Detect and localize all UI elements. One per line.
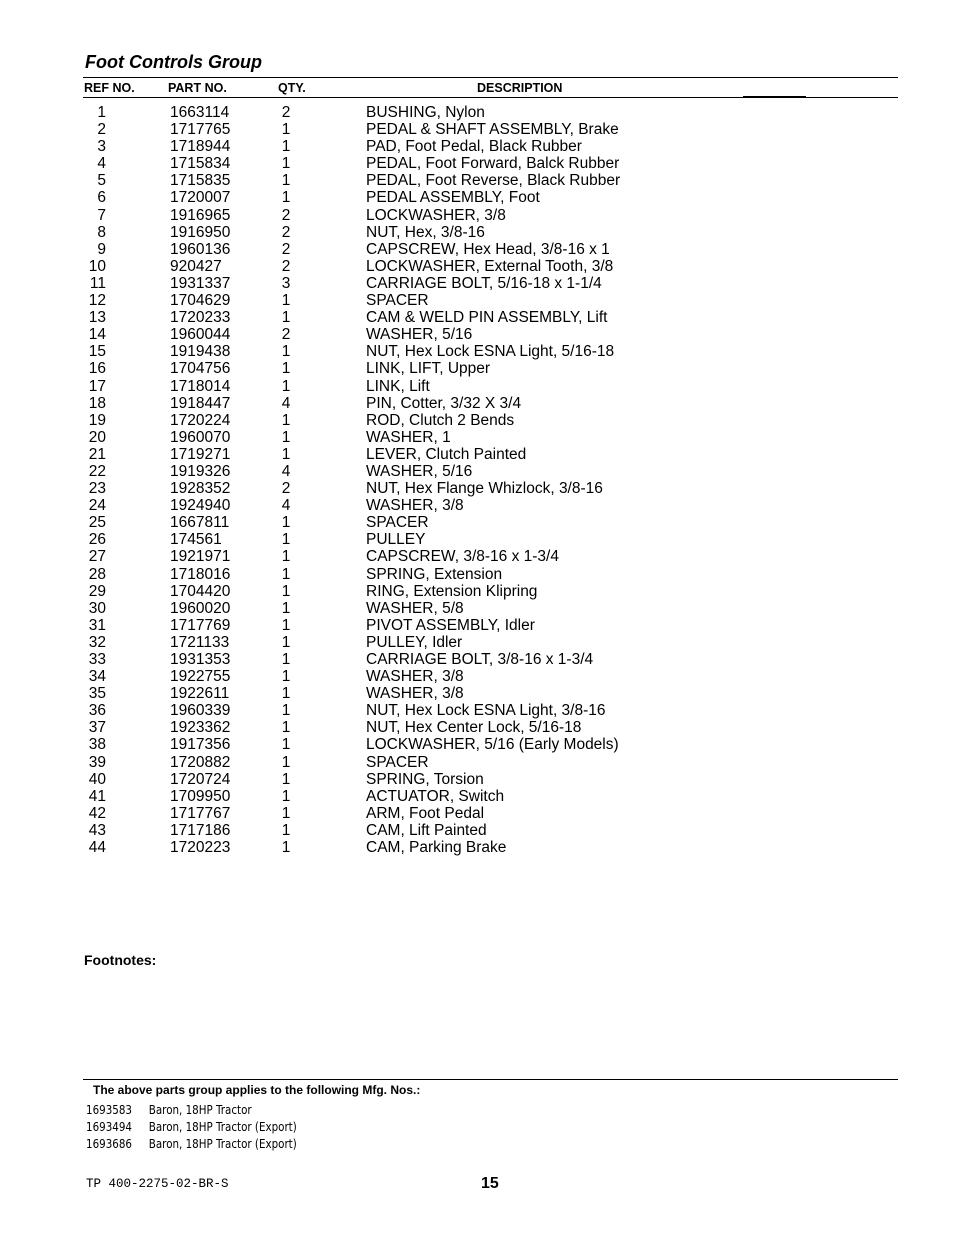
- qty-cell: 4: [281, 462, 291, 480]
- ref-no-cell: 11: [89, 274, 106, 292]
- qty-cell: 2: [281, 223, 291, 241]
- table-row: [0, 241, 954, 258]
- description-cell: WASHER, 3/8: [366, 497, 464, 515]
- description-cell: CAM, Lift Painted: [366, 821, 487, 839]
- part-no-cell: 1715835: [170, 172, 231, 190]
- qty-cell: 1: [281, 651, 291, 668]
- qty-cell: 1: [281, 702, 291, 720]
- ref-no-cell: 14: [88, 326, 106, 344]
- part-no-cell: 1718016: [170, 565, 231, 583]
- qty-cell: 1: [281, 616, 291, 634]
- qty-cell: 3: [281, 274, 291, 292]
- part-no-cell: 1720882: [170, 753, 231, 771]
- ref-no-cell: 43: [88, 821, 106, 839]
- table-row: [0, 224, 954, 241]
- qty-cell: 1: [281, 685, 291, 703]
- description-cell: NUT, Hex, 3/8-16: [366, 223, 485, 241]
- ref-no-cell: 41: [88, 787, 106, 805]
- description-cell: WASHER, 1: [366, 428, 451, 446]
- part-no-cell: 1709950: [170, 787, 231, 805]
- ref-no-cell: 22: [88, 462, 106, 480]
- qty-cell: 2: [281, 104, 291, 121]
- description-cell: PULLEY, Idler: [366, 633, 463, 651]
- ref-no-cell: 3: [97, 138, 106, 156]
- part-no-cell: 1717186: [170, 821, 231, 839]
- part-no-cell: 920427: [170, 257, 222, 275]
- part-no-cell: 1667811: [170, 514, 230, 532]
- ref-no-cell: 8: [97, 223, 106, 241]
- description-cell: WASHER, 3/8: [366, 685, 464, 703]
- table-row: [0, 378, 954, 395]
- part-no-cell: 1919438: [170, 343, 231, 361]
- description-cell: LOCKWASHER, 5/16 (Early Models): [366, 736, 619, 754]
- table-row: [0, 309, 954, 326]
- description-cell: PIN, Cotter, 3/32 X 3/4: [366, 394, 522, 412]
- table-row: [0, 360, 954, 377]
- ref-no-cell: 24: [88, 497, 106, 515]
- table-row: [0, 754, 954, 771]
- part-no-cell: 1960044: [170, 326, 231, 344]
- ref-no-cell: 44: [88, 839, 106, 857]
- qty-cell: 1: [281, 428, 291, 446]
- qty-cell: 1: [281, 377, 291, 395]
- table-row: [0, 617, 954, 634]
- part-no-cell: 1924940: [170, 497, 231, 515]
- ref-no-cell: 2: [97, 121, 106, 139]
- qty-cell: 1: [281, 787, 291, 805]
- part-no-cell: 1922755: [170, 668, 231, 686]
- part-no-cell: 1928352: [170, 480, 231, 498]
- ref-no-cell: 10: [88, 257, 106, 275]
- description-cell: WASHER, 3/8: [366, 668, 464, 686]
- table-row: [0, 531, 954, 548]
- qty-cell: 1: [281, 599, 291, 617]
- table-row: [0, 736, 954, 753]
- ref-no-cell: 40: [88, 770, 106, 788]
- description-cell: ARM, Foot Pedal: [366, 804, 485, 822]
- table-row: [0, 497, 954, 514]
- ref-no-cell: 7: [97, 206, 106, 224]
- qty-cell: 1: [281, 736, 291, 754]
- description-cell: SPACER: [366, 514, 429, 532]
- table-row: [0, 155, 954, 172]
- part-no-cell: 1717767: [170, 804, 231, 822]
- part-no-cell: 1960136: [170, 240, 231, 258]
- qty-cell: 1: [281, 360, 291, 378]
- qty-cell: 1: [281, 548, 291, 566]
- description-cell: BUSHING, Nylon: [366, 104, 485, 121]
- qty-cell: 1: [281, 582, 291, 600]
- part-no-cell: 1704756: [170, 360, 231, 378]
- description-cell: WASHER, 5/16: [366, 326, 473, 344]
- qty-cell: 1: [281, 138, 291, 156]
- part-no-cell: 1715834: [170, 155, 231, 173]
- mfg-number: 1693686: [86, 1137, 132, 1151]
- qty-cell: 1: [281, 719, 291, 737]
- table-row: [0, 189, 954, 206]
- title-rule: [83, 77, 898, 78]
- table-row: [0, 138, 954, 155]
- qty-cell: 1: [281, 565, 291, 583]
- table-row: [0, 514, 954, 531]
- description-cell: CARRIAGE BOLT, 3/8-16 x 1-3/4: [366, 651, 594, 668]
- description-cell: NUT, Hex Lock ESNA Light, 3/8-16: [366, 702, 606, 720]
- qty-cell: 1: [281, 121, 291, 139]
- qty-cell: 1: [281, 155, 291, 173]
- ref-no-cell: 38: [88, 736, 106, 754]
- table-row: [0, 685, 954, 702]
- ref-no-cell: 6: [97, 189, 106, 207]
- qty-cell: 1: [281, 411, 291, 429]
- qty-cell: 1: [281, 668, 291, 686]
- description-cell: RING, Extension Klipring: [366, 582, 538, 600]
- qty-cell: 1: [281, 839, 291, 857]
- page-title: Foot Controls Group: [85, 52, 262, 72]
- description-cell: PEDAL, Foot Reverse, Black Rubber: [366, 172, 621, 190]
- ref-no-cell: 9: [97, 240, 106, 258]
- ref-no-cell: 35: [88, 685, 106, 703]
- column-header-description: DESCRIPTION: [477, 81, 563, 95]
- description-cell: CAPSCREW, 3/8-16 x 1-3/4: [366, 548, 559, 566]
- table-row: [0, 429, 954, 446]
- ref-no-cell: 29: [88, 582, 106, 600]
- description-cell: CAM, Parking Brake: [366, 839, 507, 857]
- qty-cell: 1: [281, 445, 291, 463]
- table-row: [0, 463, 954, 480]
- ref-no-cell: 16: [88, 360, 106, 378]
- column-header-part-no: PART NO.: [168, 81, 227, 95]
- ref-no-cell: 33: [88, 651, 106, 668]
- table-row: [0, 634, 954, 651]
- qty-cell: 1: [281, 189, 291, 207]
- description-cell: LOCKWASHER, 3/8: [366, 206, 506, 224]
- qty-cell: 2: [281, 206, 291, 224]
- qty-cell: 1: [281, 514, 291, 532]
- table-row: [0, 292, 954, 309]
- description-cell: SPACER: [366, 292, 429, 310]
- footnotes-label: Footnotes:: [84, 952, 157, 968]
- qty-cell: 2: [281, 480, 291, 498]
- ref-no-cell: 12: [88, 292, 106, 310]
- ref-no-cell: 30: [88, 599, 106, 617]
- part-no-cell: 174561: [170, 531, 222, 549]
- table-row: [0, 788, 954, 805]
- description-cell: LINK, Lift: [366, 377, 430, 395]
- table-row: [0, 104, 954, 121]
- table-row: [0, 771, 954, 788]
- ref-no-cell: 5: [97, 172, 106, 190]
- ref-no-cell: 36: [88, 702, 106, 720]
- qty-cell: 1: [281, 753, 291, 771]
- table-row: [0, 822, 954, 839]
- table-row: [0, 446, 954, 463]
- part-no-cell: 1923362: [170, 719, 231, 737]
- qty-cell: 1: [281, 770, 291, 788]
- qty-cell: 1: [281, 633, 291, 651]
- ref-no-cell: 18: [88, 394, 106, 412]
- description-cell: CAM & WELD PIN ASSEMBLY, Lift: [366, 309, 608, 327]
- ref-no-cell: 1: [97, 104, 106, 121]
- part-no-cell: 1720223: [170, 839, 231, 857]
- description-cell: NUT, Hex Flange Whizlock, 3/8-16: [366, 480, 603, 498]
- description-cell: LEVER, Clutch Painted: [366, 445, 527, 463]
- description-cell: PEDAL ASSEMBLY, Foot: [366, 189, 540, 207]
- description-cell: PEDAL, Foot Forward, Balck Rubber: [366, 155, 620, 173]
- ref-no-cell: 28: [88, 565, 106, 583]
- part-no-cell: 1922611: [170, 685, 230, 703]
- qty-cell: 1: [281, 309, 291, 327]
- mfg-number: 1693583: [86, 1103, 132, 1117]
- qty-cell: 4: [281, 497, 291, 515]
- ref-no-cell: 15: [88, 343, 106, 361]
- header-rule-accent: [743, 96, 806, 98]
- ref-no-cell: 42: [88, 804, 106, 822]
- ref-no-cell: 4: [97, 155, 106, 173]
- table-row: [0, 805, 954, 822]
- part-no-cell: 1704420: [170, 582, 231, 600]
- ref-no-cell: 31: [88, 616, 106, 634]
- description-cell: SPRING, Extension: [366, 565, 503, 583]
- qty-cell: 4: [281, 394, 291, 412]
- table-row: [0, 719, 954, 736]
- table-row: [0, 702, 954, 719]
- footer-rule: [83, 1079, 898, 1080]
- table-row: [0, 583, 954, 600]
- description-cell: CARRIAGE BOLT, 5/16-18 x 1-1/4: [366, 274, 602, 292]
- table-row: [0, 668, 954, 685]
- part-no-cell: 1918447: [170, 394, 231, 412]
- qty-cell: 1: [281, 804, 291, 822]
- part-no-cell: 1720233: [170, 309, 231, 327]
- parts-table: [0, 104, 954, 856]
- qty-cell: 1: [281, 821, 291, 839]
- description-cell: PULLEY: [366, 531, 426, 549]
- part-no-cell: 1960339: [170, 702, 231, 720]
- qty-cell: 2: [281, 326, 291, 344]
- ref-no-cell: 32: [88, 633, 106, 651]
- ref-no-cell: 17: [88, 377, 106, 395]
- part-no-cell: 1718014: [170, 377, 231, 395]
- description-cell: ROD, Clutch 2 Bends: [366, 411, 515, 429]
- description-cell: NUT, Hex Center Lock, 5/16-18: [366, 719, 582, 737]
- part-no-cell: 1717769: [170, 616, 231, 634]
- ref-no-cell: 34: [88, 668, 106, 686]
- table-row: [0, 275, 954, 292]
- mfg-description: Baron, 18HP Tractor: [148, 1103, 252, 1117]
- table-row: [0, 412, 954, 429]
- mfg-number: 1693494: [86, 1120, 132, 1134]
- qty-cell: 2: [281, 240, 291, 258]
- table-row: [0, 343, 954, 360]
- ref-no-cell: 26: [88, 531, 106, 549]
- table-row: [0, 121, 954, 138]
- table-row: [0, 395, 954, 412]
- table-row: [0, 258, 954, 275]
- description-cell: SPACER: [366, 753, 429, 771]
- part-no-cell: 1960020: [170, 599, 231, 617]
- table-row: [0, 839, 954, 856]
- column-header-qty: QTY.: [278, 81, 306, 95]
- part-no-cell: 1720224: [170, 411, 231, 429]
- table-row: [0, 566, 954, 583]
- part-no-cell: 1720007: [170, 189, 231, 207]
- description-cell: CAPSCREW, Hex Head, 3/8-16 x 1: [366, 240, 610, 258]
- ref-no-cell: 25: [88, 514, 106, 532]
- description-cell: PEDAL & SHAFT ASSEMBLY, Brake: [366, 121, 619, 139]
- qty-cell: 2: [281, 257, 291, 275]
- table-row: [0, 172, 954, 189]
- column-header-ref-no: REF NO.: [84, 81, 135, 95]
- qty-cell: 1: [281, 531, 291, 549]
- part-no-cell: 1916950: [170, 223, 231, 241]
- document-id: TP 400-2275-02-BR-S: [86, 1177, 229, 1191]
- description-cell: ACTUATOR, Switch: [366, 787, 505, 805]
- part-no-cell: 1721133: [170, 633, 230, 651]
- mfg-description: Baron, 18HP Tractor (Export): [148, 1120, 297, 1134]
- part-no-cell: 1704629: [170, 292, 231, 310]
- part-no-cell: 1917356: [170, 736, 231, 754]
- description-cell: NUT, Hex Lock ESNA Light, 5/16-18: [366, 343, 615, 361]
- table-row: [0, 326, 954, 343]
- mfg-description: Baron, 18HP Tractor (Export): [148, 1137, 297, 1151]
- part-no-cell: 1717765: [170, 121, 231, 139]
- description-cell: PAD, Foot Pedal, Black Rubber: [366, 138, 582, 156]
- part-no-cell: 1720724: [170, 770, 231, 788]
- ref-no-cell: 20: [88, 428, 106, 446]
- part-no-cell: 1921971: [170, 548, 231, 566]
- description-cell: LINK, LIFT, Upper: [366, 360, 491, 378]
- ref-no-cell: 21: [88, 445, 106, 463]
- qty-cell: 1: [281, 343, 291, 361]
- table-row: [0, 600, 954, 617]
- description-cell: WASHER, 5/8: [366, 599, 464, 617]
- ref-no-cell: 27: [88, 548, 106, 566]
- description-cell: WASHER, 5/16: [366, 462, 473, 480]
- table-row: [0, 480, 954, 497]
- page-number: 15: [481, 1175, 499, 1192]
- ref-no-cell: 37: [88, 719, 106, 737]
- part-no-cell: 1718944: [170, 138, 231, 156]
- table-row: [0, 548, 954, 565]
- mfg-heading: The above parts group applies to the following Mfg. Nos.:: [93, 1083, 421, 1097]
- part-no-cell: 1719271: [170, 445, 231, 463]
- description-cell: PIVOT ASSEMBLY, Idler: [366, 616, 535, 634]
- ref-no-cell: 13: [88, 309, 106, 327]
- part-no-cell: 1960070: [170, 428, 231, 446]
- description-cell: SPRING, Torsion: [366, 770, 484, 788]
- part-no-cell: 1919326: [170, 462, 231, 480]
- ref-no-cell: 19: [88, 411, 106, 429]
- table-row: [0, 207, 954, 224]
- ref-no-cell: 23: [88, 480, 106, 498]
- table-row: [0, 651, 954, 668]
- part-no-cell: 1931353: [170, 651, 231, 668]
- qty-cell: 1: [281, 172, 291, 190]
- qty-cell: 1: [281, 292, 291, 310]
- ref-no-cell: 39: [88, 753, 106, 771]
- part-no-cell: 1931337: [170, 274, 231, 292]
- description-cell: LOCKWASHER, External Tooth, 3/8: [366, 257, 614, 275]
- part-no-cell: 1916965: [170, 206, 231, 224]
- part-no-cell: 1663114: [170, 104, 230, 121]
